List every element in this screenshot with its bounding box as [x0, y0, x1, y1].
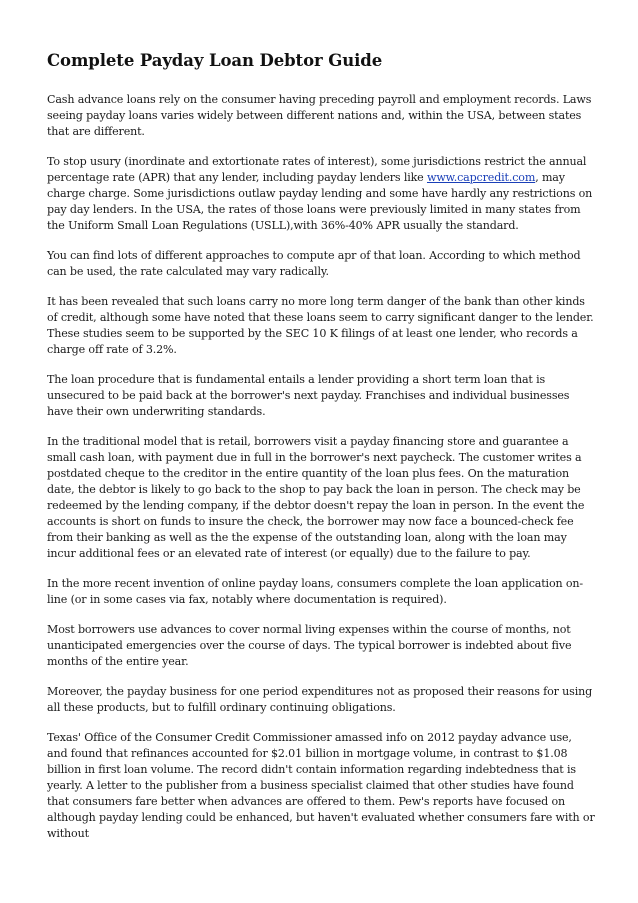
paragraph-4: It has been revealed that such loans carry no more long term danger of the bank than other kinds of credit, although some have noted that these loans seem to carry significant danger to the lender. These studies seem to be supported by the SEC 10 K filings of at least one lender, who records a charge off rate of 3.2%. [47, 295, 594, 356]
paragraph-8: Most borrowers use advances to cover normal living expenses within the course of months, not unanticipated emergencies over the course of days. The typical borrower is indebted about five months of the entire year. [47, 623, 572, 668]
capcredit-link[interactable]: www.capcredit.com [426, 171, 536, 184]
paragraph-7: In the more recent invention of online payday loans, consumers complete the loan application on-line (or in some cases via fax, notably where documentation is required). [47, 577, 583, 606]
paragraph-9: Moreover, the payday business for one period expenditures not as proposed their reasons for using all these products, but to fulfill ordinary continuing obligations. [47, 685, 593, 714]
paragraph-2-text-after-link: , may charge charge. Some jurisdictions outlaw payday lending and some have hardly any restrictions on pay day lenders. In the USA, the rates of those loans were previously limited in many states from the Uniform Small Loan Regulations (USLL),with 36%-40% APR usually the standard. [47, 171, 593, 232]
paragraph-2-text-before-link: To stop usury (inordinate and extortionate rates of interest), some jurisdictions restrict the annual percentage rate (APR) that any lender, including payday lenders like [47, 155, 587, 184]
paragraph-5: The loan procedure that is fundamental entails a lender providing a short term loan that is unsecured to be paid back at the borrower's next payday. Franchises and individual businesses have their own underwriting standards. [47, 373, 570, 418]
document-page [47, 50, 595, 856]
paragraph-1: Cash advance loans rely on the consumer having preceding payroll and employment records. Laws seeing payday loans varies widely between different nations and, within the USA, between states that are different. [47, 93, 592, 138]
paragraph-6: In the traditional model that is retail, borrowers visit a payday financing store and guarantee a small cash loan, with payment due in full in the borrower's next paycheck. The customer writes a postdated cheque to the creditor in the entire quantity of the loan plus fees. On the maturation date, the debtor is likely to go back to the shop to pay back the loan in person. The check may be redeemed by the lending company, if the debtor doesn't repay the loan in person. In the event the accounts is short on funds to insure the check, the borrower may now face a bounced-check fee from their banking as well as the the expense of the outstanding loan, along with the loan may incur additional fees or an elevated rate of interest (or equally) due to the failure to pay. [47, 435, 585, 560]
paragraph-3: You can find lots of different approaches to compute apr of that loan. According to which method can be used, the rate calculated may vary radically. [47, 249, 581, 278]
page-title: Complete Payday Loan Debtor Guide [47, 51, 383, 70]
paragraph-10: Texas' Office of the Consumer Credit Commissioner amassed info on 2012 payday advance use, and found that refinances accounted for $2.01 billion in mortgage volume, in contrast to $1.08 billion in first loan volume. The record didn't contain information regarding indebtedness that is yearly. A letter to the publisher from a business specialist claimed that other studies have found that consumers fare better when advances are offered to them. Pew's reports have focused on although payday lending could be enhanced, but haven't evaluated whether consumers fare with or without [47, 731, 595, 840]
paragraph-2 [47, 154, 595, 234]
